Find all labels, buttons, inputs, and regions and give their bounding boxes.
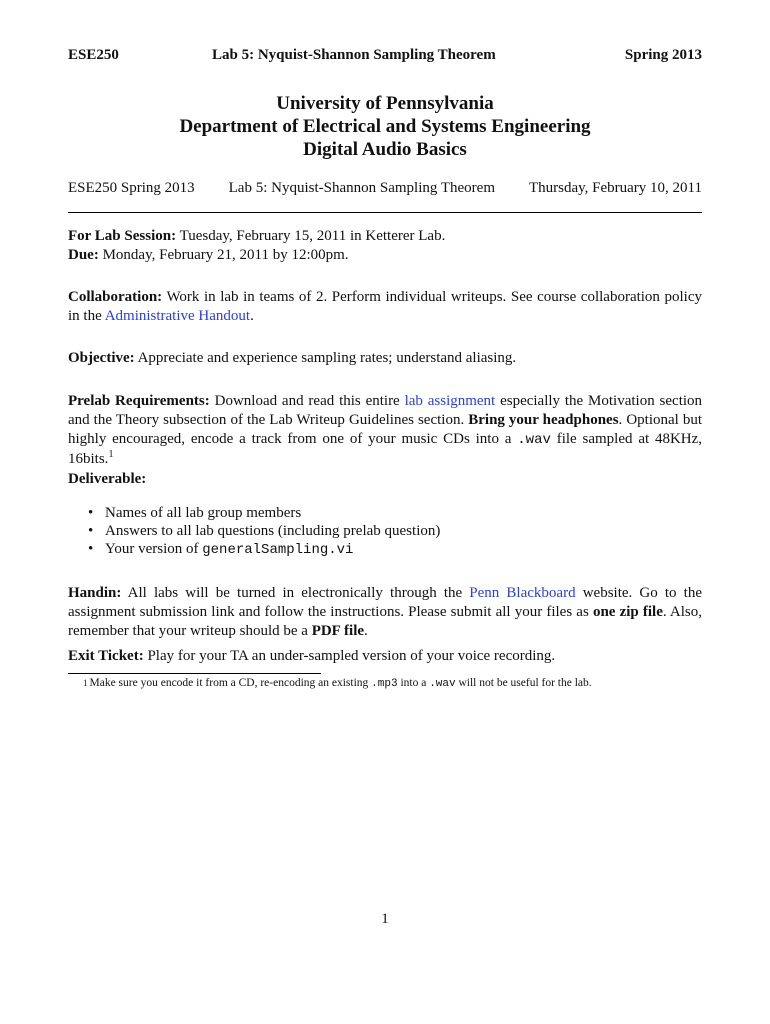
header-course: ESE250 <box>68 47 119 63</box>
penn-blackboard-link[interactable]: Penn Blackboard <box>469 585 576 601</box>
deliverable-item-text: Answers to all lab questions (including prelab question) <box>105 523 441 539</box>
handin-text-1: All labs will be turned in electronically through the <box>127 585 463 601</box>
footnote-rule <box>68 673 321 674</box>
footnote-mark: 1 <box>83 678 88 688</box>
collaboration-section <box>68 288 702 326</box>
bullet-icon: • <box>88 541 94 557</box>
deliverable-section <box>68 470 702 559</box>
handin-text-3: . Also, remember that your writeup should be a <box>68 604 703 639</box>
handin-bold-zip: one zip file <box>592 604 663 620</box>
collaboration-text: Work in lab in teams of 2. Perform individual writeups. See course collaboration policy in the <box>68 289 702 324</box>
administrative-handout-link[interactable]: Administrative Handout <box>104 308 251 324</box>
footnote-code-mp3: .mp3 <box>371 678 398 690</box>
objective-text: Appreciate and experience sampling rates; understand aliasing. <box>137 350 517 366</box>
exit-ticket-section <box>68 647 702 666</box>
list-item <box>68 504 702 522</box>
prelab-section <box>68 392 702 469</box>
header-term: Spring 2013 <box>624 47 702 63</box>
handin-text-4: . <box>364 623 368 639</box>
running-header <box>68 47 702 67</box>
prelab-text-1: Download and read this entire <box>214 393 400 409</box>
session-label: For Lab Session: <box>68 228 177 244</box>
title-course-topic: Digital Audio Basics <box>303 139 467 160</box>
due-text: Monday, February 21, 2011 by 12:00pm. <box>102 247 349 263</box>
deliverable-item-code: generalSampling.vi <box>202 542 354 558</box>
info-lab: Lab 5: Nyquist-Shannon Sampling Theorem <box>228 180 496 196</box>
footnote-text-2: into a <box>400 677 427 689</box>
deliverable-item-text: Names of all lab group members <box>105 505 302 521</box>
footnote-text-1: Make sure you encode it from a CD, re-encoding an existing <box>89 677 369 689</box>
list-item <box>68 522 702 540</box>
footnote-text-3: will not be useful for the lab. <box>458 677 592 689</box>
header-rule <box>68 212 702 213</box>
collaboration-end: . <box>250 308 254 324</box>
info-row <box>68 180 702 197</box>
handin-section <box>68 584 702 641</box>
deliverable-list <box>68 504 702 559</box>
title-university: University of Pennsylvania <box>276 93 494 114</box>
document-title <box>68 92 702 161</box>
handin-label: Handin: <box>68 585 122 601</box>
objective-label: Objective: <box>68 350 135 366</box>
prelab-text-2: especially the Motivation section and the Theory subsection of the Lab Writeup Guidelines section. <box>68 393 703 428</box>
prelab-code-wav: .wav <box>517 432 551 448</box>
footnote <box>68 676 702 691</box>
bullet-icon: • <box>88 523 94 539</box>
prelab-bold-headphones: Bring your headphones <box>468 412 619 428</box>
exit-ticket-text: Play for your TA an under-sampled version of your voice recording. <box>147 648 556 664</box>
handin-text-2: website. Go to the assignment submission link and follow the instructions. Please submit all your files as <box>68 585 703 620</box>
bullet-icon: • <box>88 505 94 521</box>
deliverable-item-text: Your version of <box>105 541 199 557</box>
title-department: Department of Electrical and Systems Engineering <box>179 116 591 137</box>
lab-assignment-link[interactable]: lab assignment <box>404 393 496 409</box>
handin-bold-pdf: PDF file <box>311 623 365 639</box>
info-date: Thursday, February 10, 2011 <box>528 180 702 196</box>
exit-ticket-label: Exit Ticket: <box>68 648 144 664</box>
session-text: Tuesday, February 15, 2011 in Ketterer Lab. <box>179 228 446 244</box>
header-lab-title: Lab 5: Nyquist-Shannon Sampling Theorem <box>212 47 496 63</box>
list-item <box>68 540 702 559</box>
objective-section <box>68 349 702 368</box>
prelab-text-4: file sampled at 48KHz, 16bits. <box>68 431 703 467</box>
page-number: 1 <box>381 911 389 927</box>
info-course: ESE250 Spring 2013 <box>68 180 195 196</box>
collaboration-label: Collaboration: <box>68 289 163 305</box>
deliverable-label: Deliverable: <box>68 471 147 487</box>
prelab-text-3: . Optional but highly encouraged, encode a track from one of your music CDs into a <box>68 412 703 447</box>
footnote-reference: 1 <box>108 449 114 460</box>
footnote-code-wav: .wav <box>429 678 456 690</box>
prelab-label: Prelab Requirements: <box>68 393 210 409</box>
session-section <box>68 227 702 265</box>
due-label: Due: <box>68 247 99 263</box>
